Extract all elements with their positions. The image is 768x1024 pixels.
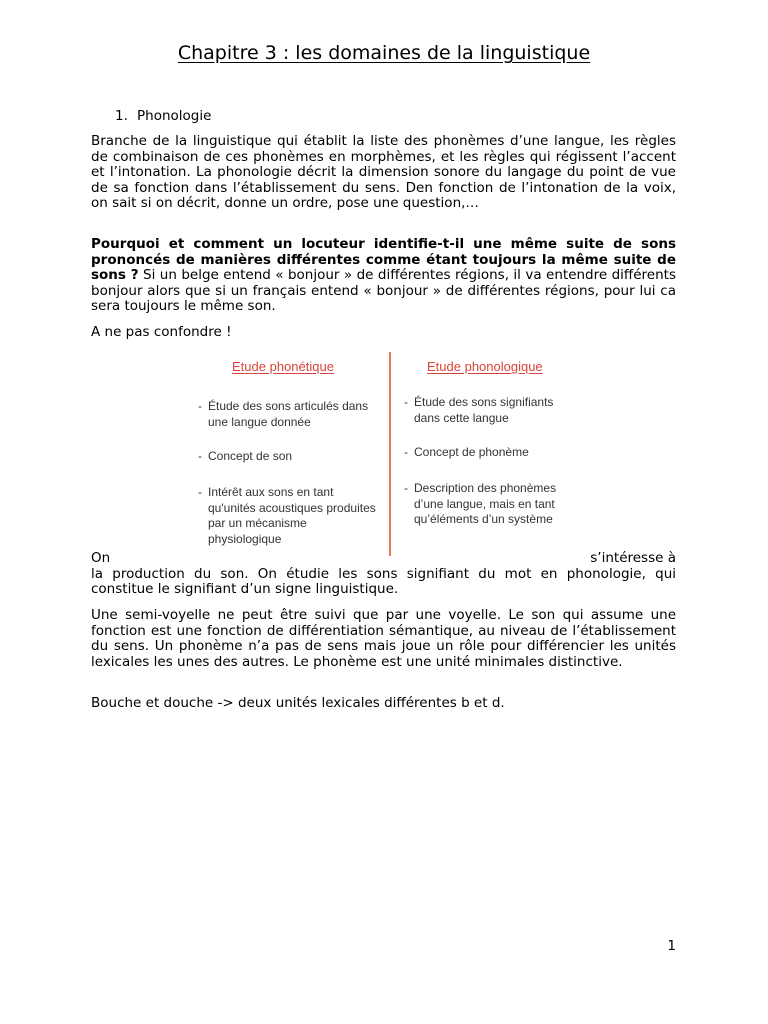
paragraph-on-production <box>91 551 676 598</box>
question-explanation: Si un belge entend « bonjour » de différentes régions, il va entendre différents bonjour alors que si un français entend « bonjour » de différentes régions, pour lui ca sera toujours le même son. <box>91 267 676 314</box>
bullet-mark: - <box>198 399 202 413</box>
figure-divider <box>389 352 391 556</box>
phonetics-heading: Etude phonétique <box>232 359 334 374</box>
bullet-mark: - <box>198 449 202 463</box>
bullet-mark: - <box>404 481 408 495</box>
paragraph-warning: A ne pas confondre ! <box>91 324 232 340</box>
paragraph-semi-voyelle: Une semi-voyelle ne peut être suivi que par une voyelle. Le son qui assume une fonction est une fonction de différentiation sémantique, au niveau de l’établissement du sens. Un phonème n’a pas de sens mais joue un rôle pour différencier les unités lexicales les unes des autres. Le phonème est une unité minimales distinctive. <box>91 607 676 670</box>
phonology-heading: Etude phonologique <box>427 359 543 374</box>
paragraph-example: Bouche et douche -> deux unités lexicales différentes b et d. <box>91 695 505 711</box>
comparison-figure <box>190 350 580 556</box>
phonology-item: - Étude des sons signifiants dans cette langue <box>404 395 554 425</box>
phonetics-item: - Étude des sons articulés dans une langue donnée <box>198 399 369 429</box>
paragraph-definition: Branche de la linguistique qui établit la liste des phonèmes d’une langue, les règles de combinaison de ces phonèmes en morphèmes, et les règles qui régissent l’accent et l’intonation. La phonologie décrit la dimension sonore du langage du point de vue de sa fonction dans l’établissement du sens. Den fonction de l’intonation de la voix, on sait si on décrit, donne un ordre, pose une question,… <box>91 133 676 211</box>
page-number: 1 <box>667 938 676 954</box>
section-label: Phonologie <box>137 108 212 124</box>
bullet-mark: - <box>404 445 408 459</box>
line-end-words: s’intéresse à <box>590 550 676 566</box>
phonetics-item: - Intérêt aux sons en tant qu'unités acoustiques produites par un mécanisme physiologique <box>198 485 376 546</box>
section-heading <box>115 108 211 124</box>
first-word: On <box>91 550 111 566</box>
paragraph-on-production-rest: la production du son. On étudie les sons signifiant du mot en phonologie, qui constitue le signifiant d’un signe linguistique. <box>91 565 676 597</box>
phonology-item: - Description des phonèmes d’une langue, mais en tant qu’éléments d’un système <box>404 481 557 526</box>
bullet-mark: - <box>404 395 408 409</box>
phonetics-item: - Concept de son <box>198 449 293 463</box>
justified-first-line <box>91 551 676 567</box>
chapter-title: Chapitre 3 : les domaines de la linguistique <box>177 42 591 64</box>
section-number: 1. <box>115 108 128 124</box>
phonology-item: - Concept de phonème <box>404 445 529 459</box>
bullet-mark: - <box>198 485 202 499</box>
question-bold-text: Pourquoi et comment un locuteur identifie-t-il une même suite de sons prononcés de manières différentes comme étant toujours la même suite de sons ? <box>91 236 676 283</box>
paragraph-question <box>91 237 676 315</box>
